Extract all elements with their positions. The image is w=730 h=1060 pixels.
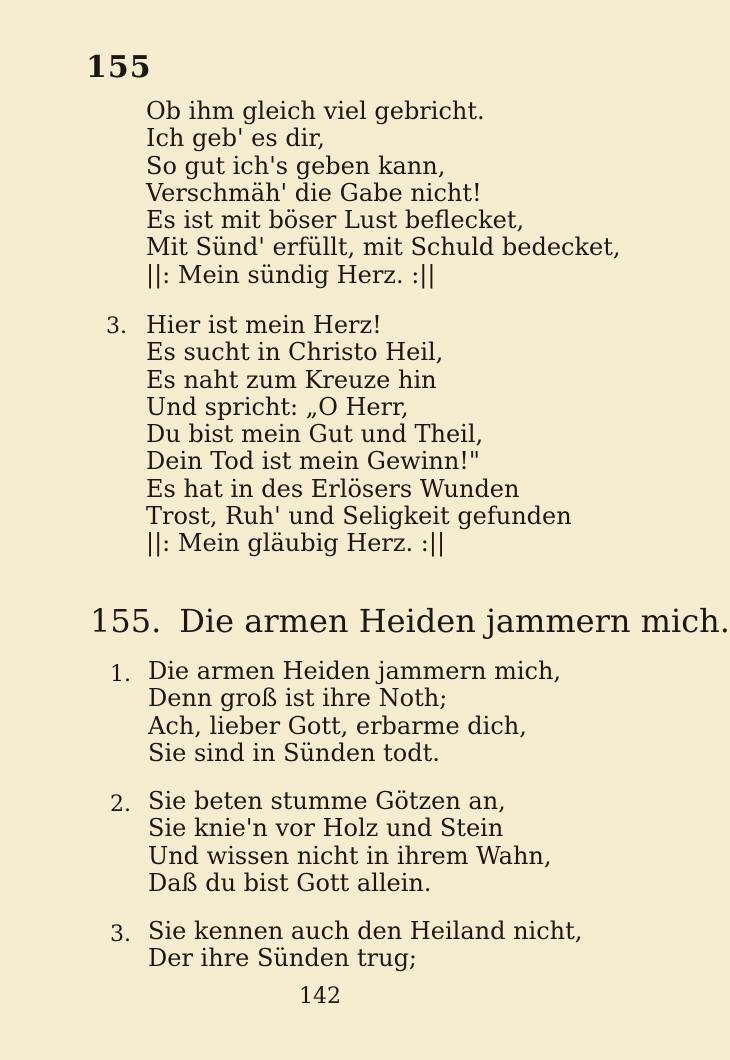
hymn-verse-2 <box>148 788 552 897</box>
verse-line: Und spricht: „O Herr, <box>146 392 409 421</box>
verse-line: Es naht zum Kreuze hin <box>146 365 437 394</box>
verse-line: Es sucht in Christo Heil, <box>146 338 444 367</box>
verse-line: Sie beten stumme Götzen an, <box>148 787 506 815</box>
verse-line: Ob ihm gleich viel gebricht. <box>146 97 485 125</box>
verse-line: Der ihre Sünden trug; <box>148 944 418 973</box>
verse-line: Es hat in des Erlösers Wunden <box>146 474 520 503</box>
verse-line: Hier ist mein Herz! <box>146 311 382 339</box>
verse-line: Daß du bist Gott allein. <box>148 868 432 897</box>
verse-line: Die armen Heiden jammern mich, <box>148 657 562 685</box>
verse-line: Es ist mit böser Lust beflecket, <box>146 206 525 235</box>
page-header-hymn-number: 155 <box>86 50 152 85</box>
verse-line: Dein Tod ist mein Gewinn!" <box>146 447 480 476</box>
verse-line: Sie kennen auch den Heiland nicht, <box>148 917 583 945</box>
continued-stanza <box>146 98 621 289</box>
hymn-verse-3 <box>148 918 582 973</box>
verse-line: Sie knie'n vor Holz und Stein <box>148 814 504 843</box>
hymn-number: 155. <box>90 602 162 640</box>
verse-line: Sie sind in Sünden todt. <box>148 738 440 767</box>
verse-line: Ach, lieber Gott, erbarme dich, <box>148 711 527 740</box>
verse-number: 3. <box>110 922 131 947</box>
verse-3 <box>146 312 572 558</box>
hymn-verse-1 <box>148 658 561 767</box>
verse-line: Und wissen nicht in ihrem Wahn, <box>148 841 552 870</box>
verse-line: Denn groß ist ihre Noth; <box>148 684 448 713</box>
verse-line: ||: Mein gläubig Herz. :|| <box>146 529 446 558</box>
verse-line: Mit Sünd' erfüllt, mit Schuld bedecket, <box>146 233 621 262</box>
hymn-title-text: Die armen Heiden jammern mich. <box>179 602 730 640</box>
verse-number: 3. <box>106 314 127 339</box>
verse-number: 2. <box>110 792 131 817</box>
verse-line: ||: Mein sündig Herz. :|| <box>146 260 436 289</box>
verse-line: Verschmäh' die Gabe nicht! <box>146 178 482 207</box>
page-number: 142 <box>299 984 341 1009</box>
hymn-title <box>90 602 730 640</box>
verse-line: So gut ich's geben kann, <box>146 151 446 180</box>
verse-line: Trost, Ruh' und Seligkeit gefunden <box>146 502 572 531</box>
verse-number: 1. <box>110 662 131 687</box>
verse-line: Du bist mein Gut und Theil, <box>146 420 484 449</box>
verse-line: Ich geb' es dir, <box>146 124 325 153</box>
